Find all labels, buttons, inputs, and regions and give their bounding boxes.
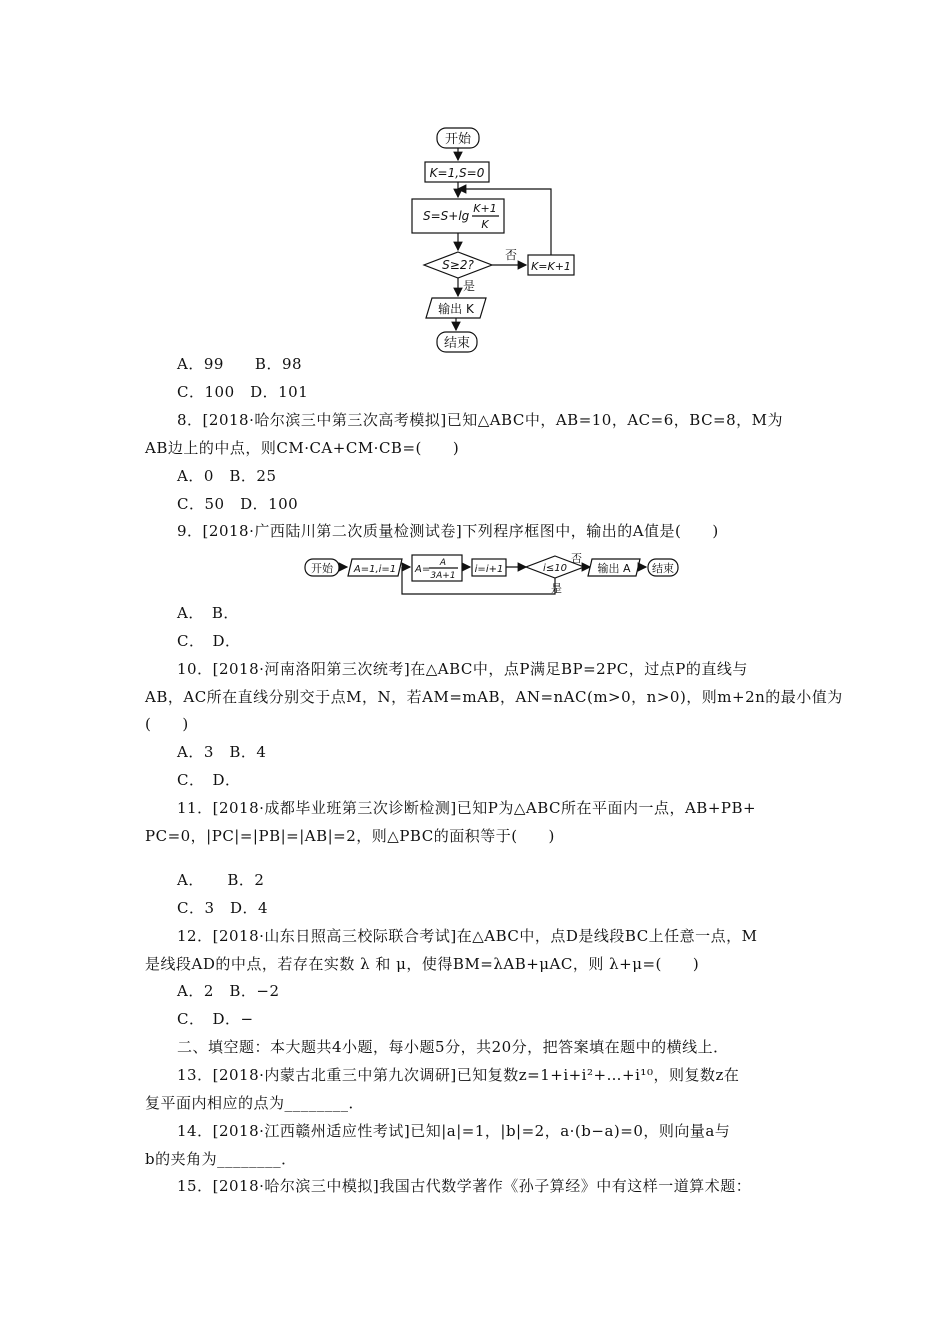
q11-stem-1: 11．[2018·成都毕业班第三次诊断检测]已知P为△ABC所在平面内一点，AB+PB+ [177,799,757,817]
q9-stem: 9．[2018·广西陆川第二次质量检测试卷]下列程序框图中，输出的A值是( ) [177,522,719,540]
q12-options-ab: A．2 B．−2 [177,982,280,1000]
q8-options-ab: A．0 B．25 [177,467,277,485]
q10-options-cd: C． D． [177,771,241,789]
init-node-2 [348,559,402,576]
q12-stem-2: 是线段AD的中点，若存在实数 λ 和 μ，使得BM=λAB+μAC，则 λ+μ=( ) [145,955,700,973]
q7-options-ab: A．99 B．98 [177,355,303,373]
svg-text:K: K [481,218,489,231]
svg-text:S=S+lg: S=S+lg [423,209,470,223]
svg-text:3A+1: 3A+1 [430,571,456,581]
q9-options-ab: A． B． [177,604,239,622]
svg-text:A: A [439,558,447,568]
q11-stem-2: PC=0，|PC|=|PB|=|AB|=2，则△PBC的面积等于( ) [145,827,555,845]
q12-stem-1: 12．[2018·山东日照高三校际联合考试]在△ABC中，点D是线段BC上任意一点，M [177,927,758,945]
svg-text:K=1,S=0: K=1,S=0 [429,166,485,180]
flowchart-a-loop [0,550,950,650]
svg-text:S≥2?: S≥2? [442,258,474,272]
q11-options-cd: C．3 D．4 [177,899,269,917]
svg-text:i≤10: i≤10 [543,563,567,574]
section-fill-in-header: 二、填空题：本大题共4小题，每小题5分，共20分，把答案填在题中的横线上． [177,1038,729,1056]
q7-options-cd: C．100 D．101 [177,383,309,401]
q10-stem-1: 10．[2018·河南洛阳第三次统考]在△ABC中，点P满足BP=2PC，过点P的直线与 [177,660,748,678]
increment-box-2 [472,559,506,576]
q11-options-ab: A． B．2 [177,871,265,889]
increment-box [528,255,574,275]
yes-label: 是 [463,279,476,293]
q10-stem-3: ( ) [145,715,189,733]
q13-stem-1: 13．[2018·内蒙古北重三中第九次调研]已知复数z=1+i+i²+…+i¹⁰，则复数z在 [177,1066,740,1084]
start-node [437,128,479,148]
no-label: 否 [505,248,518,262]
q10-stem-2: AB，AC所在直线分别交于点M，N，若AM=mAB，AN=nAC(m>0，n>0)，则m+2n的最小值为 [145,688,843,706]
svg-text:K=K+1: K=K+1 [531,260,571,273]
q8-stem-1: 8．[2018·哈尔滨三中第三次高考模拟]已知△ABC中，AB=10，AC=6，BC=8，M为 [177,411,784,429]
start-node-2 [305,559,339,576]
svg-text:A=: A= [415,564,431,575]
output-node [426,298,486,318]
flowchart-k-loop [0,0,950,360]
svg-text:结束: 结束 [443,336,471,351]
q12-options-cd: C． D．− [177,1010,254,1028]
svg-text:开始: 开始 [444,132,472,147]
end-node-2 [648,559,678,576]
q13-stem-2: 复平面内相应的点为________． [145,1094,365,1112]
update-box [412,199,504,233]
svg-text:输出 A: 输出 A [597,562,631,575]
q8-options-cd: C．50 D．100 [177,495,299,513]
svg-text:开始: 开始 [311,562,333,575]
end-node [437,332,477,352]
svg-text:K+1: K+1 [473,202,497,215]
q10-options-ab: A．3 B．4 [177,743,267,761]
q8-stem-2: AB边上的中点，则CM·CA+CM·CB=( ) [145,439,460,457]
no-label-2: 否 [571,552,582,565]
init-box [425,162,489,182]
q14-stem-1: 14．[2018·江西赣州适应性考试]已知|a|=1，|b|=2，a·(b−a)=0，则向量a与 [177,1122,731,1140]
svg-text:A=1,i=1: A=1,i=1 [353,564,397,575]
svg-text:输出 K: 输出 K [438,302,474,316]
decision-node [424,252,492,278]
svg-text:i=i+1: i=i+1 [474,564,504,575]
q14-stem-2: b的夹角为________． [145,1150,297,1168]
yes-label-2: 是 [551,582,562,595]
output-node-2 [588,559,640,576]
q9-options-cd: C． D． [177,632,241,650]
assign-box-2 [412,555,462,581]
svg-text:结束: 结束 [652,562,674,575]
q15-stem-1: 15．[2018·哈尔滨三中模拟]我国古代数学著作《孙子算经》中有这样一道算术题： [177,1177,752,1195]
